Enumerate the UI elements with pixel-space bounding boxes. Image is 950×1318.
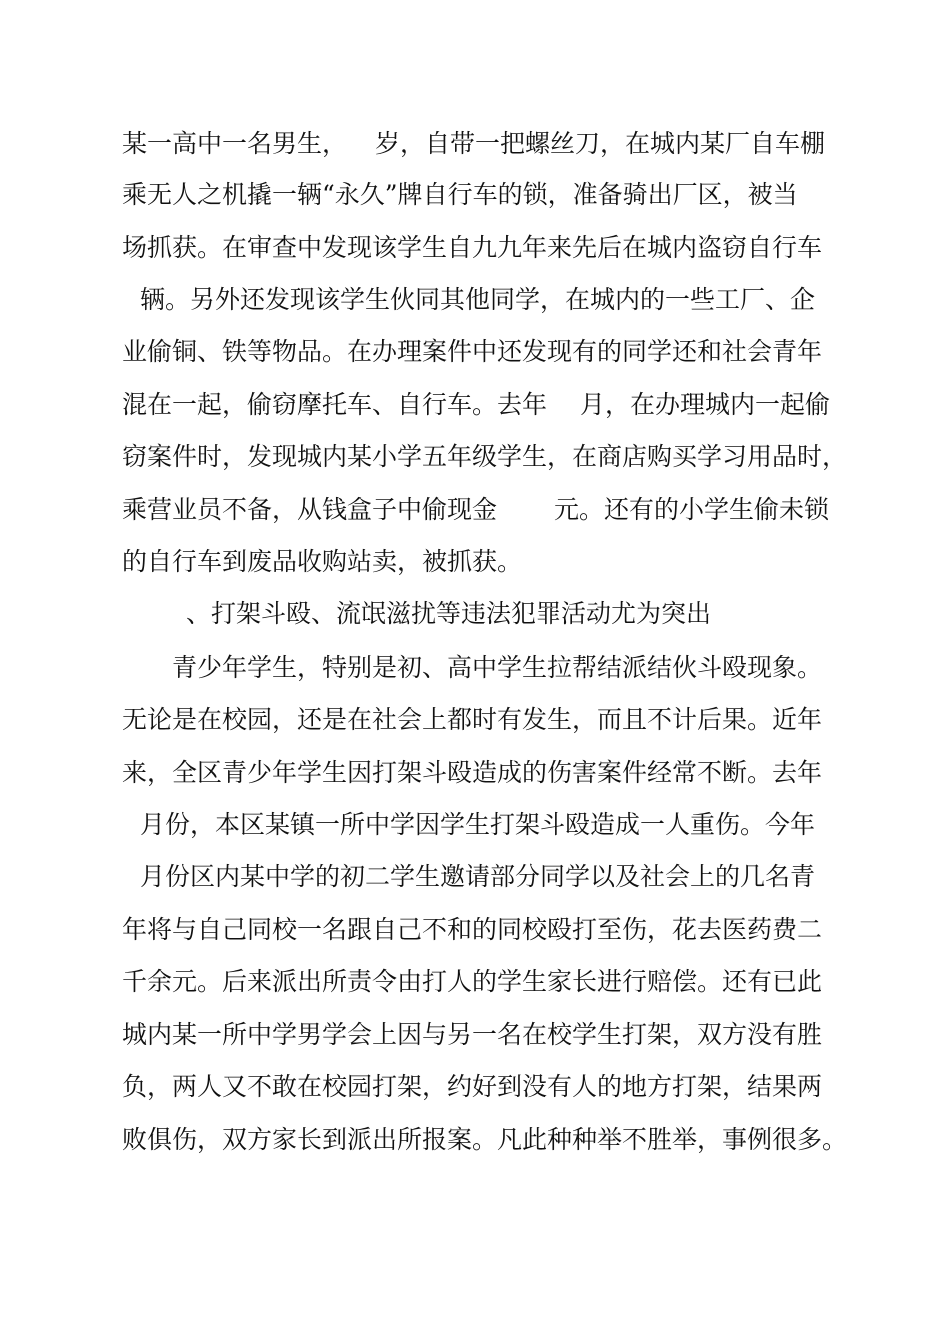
- text-line: [0, 962, 950, 1002]
- text-line: [0, 648, 950, 688]
- text-line: [0, 542, 950, 582]
- text-segment: 岁，自带一把螺丝刀，在城内某厂自车棚: [375, 129, 826, 158]
- text-segment: 来，全区青少年学生因打架斗殴造成的伤害案件经常不断。去年: [122, 758, 823, 787]
- text-segment: 年将与自己同校一名跟自己不和的同校殴打至伤，花去医药费二: [122, 915, 823, 944]
- text-line: [0, 124, 950, 164]
- text-line: [0, 1067, 950, 1107]
- text-line: [0, 910, 950, 950]
- text-segment: 千余元。后来派出所责令由打人的学生家长进行赔偿。还有已此: [122, 967, 823, 996]
- text-segment: 某一高中一名男生，: [122, 129, 348, 158]
- text-segment: 月份区内某中学的初二学生邀请部分同学以及社会上的几名青: [140, 862, 816, 891]
- text-line: [0, 700, 950, 740]
- text-line: [0, 332, 950, 372]
- section-heading: [0, 594, 950, 634]
- text-line: [0, 280, 950, 320]
- text-segment: 混在一起，偷窃摩托车、自行车。去年: [122, 390, 548, 419]
- text-segment: 月份，本区某镇一所中学因学生打架斗殴造成一人重伤。今年: [140, 810, 816, 839]
- text-segment: 元。还有的小学生偷未锁: [554, 495, 830, 524]
- text-segment: 乘无人之机撬一辆“永久”牌自行车的锁，准备骑出厂区，被当: [122, 180, 798, 209]
- text-line: [0, 228, 950, 268]
- text-segment: 城内某一所中学男学会上因与另一名在校学生打架，双方没有胜: [122, 1020, 823, 1049]
- text-segment: 乘营业员不备，从钱盒子中偷现金: [122, 495, 498, 524]
- text-segment: 的自行车到废品收购站卖，被抓获。: [122, 547, 523, 576]
- text-segment: 辆。另外还发现该学生伙同其他同学，在城内的一些工厂、企: [140, 285, 816, 314]
- text-segment: 负，两人又不敢在校园打架，约好到没有人的地方打架，结果两: [122, 1072, 823, 1101]
- text-segment: 月，在办理城内一起偷: [580, 390, 831, 419]
- section-heading-text: 、打架斗殴、流氓滋扰等违法犯罪活动尤为突出: [186, 599, 712, 628]
- text-line: [0, 805, 950, 845]
- text-segment: 无论是在校园，还是在社会上都时有发生，而且不计后果。近年: [122, 705, 823, 734]
- text-line: [0, 175, 950, 215]
- text-segment: 败俱伤，双方家长到派出所报案。凡此种种举不胜举，事例很多。: [122, 1125, 848, 1154]
- text-line: [0, 857, 950, 897]
- text-segment: 业偷铜、铁等物品。在办理案件中还发现有的同学还和社会青年: [122, 337, 823, 366]
- text-segment: 场抓获。在审查中发现该学生自九九年来先后在城内盗窃自行车: [122, 233, 823, 262]
- text-segment: 窃案件时，发现城内某小学五年级学生，在商店购买学习用品时，: [122, 442, 848, 471]
- text-segment: 青少年学生，特别是初、高中学生拉帮结派结伙斗殴现象。: [172, 653, 823, 682]
- text-line: [0, 753, 950, 793]
- text-line: [0, 437, 950, 477]
- text-line: [0, 1120, 950, 1160]
- text-line: [0, 490, 950, 530]
- text-line: [0, 385, 950, 425]
- text-line: [0, 1015, 950, 1055]
